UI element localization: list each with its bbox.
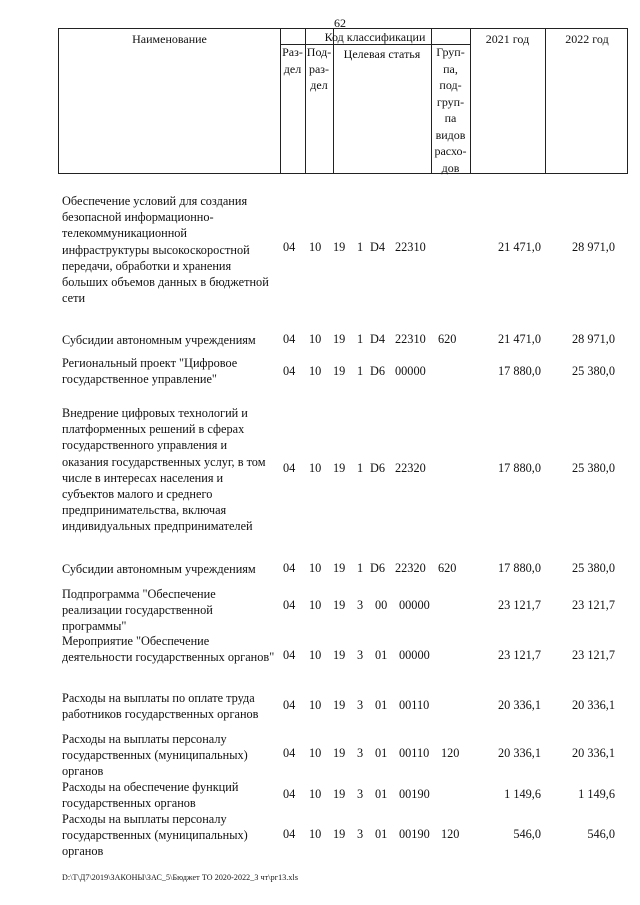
row-target-subprogram: 1 — [357, 332, 364, 346]
row-section: 04 — [283, 648, 296, 662]
row-name: Расходы на выплаты персоналу государственных (муниципальных) органов — [62, 812, 248, 859]
row-name: Подпрограмма "Обеспечение реализации государственной программы" — [62, 587, 216, 634]
row-value-2021: 17 880,0 — [497, 364, 541, 378]
row-value-2022: 23 121,7 — [571, 648, 615, 662]
row-expense-group: 620 — [438, 561, 457, 575]
row-target-program: 19 — [333, 364, 346, 378]
header-year-2022: 2022 год — [565, 32, 609, 46]
page-number: 62 — [334, 16, 346, 30]
row-section: 04 — [283, 561, 296, 575]
row-name: Обеспечение условий для создания безопасной информационно-телекоммуникационной инфраструктуры высокоскоростной передачи, обработки и хранения больших объемов данных в бюджетной сети — [62, 194, 269, 306]
row-value-2021: 20 336,1 — [497, 698, 541, 712]
row-subsection: 10 — [309, 827, 322, 841]
row-subsection: 10 — [309, 598, 322, 612]
row-value-2022: 1 149,6 — [578, 787, 615, 801]
row-target-subprogram: 1 — [357, 240, 364, 254]
row-name: Мероприятие "Обеспечение деятельности государственных органов" — [62, 634, 275, 665]
header-name: Наименование — [132, 32, 207, 46]
row-value-2021: 1 149,6 — [504, 787, 541, 801]
row-target-event: 01 — [375, 648, 388, 662]
row-name: Региональный проект "Цифровое государственное управление" — [62, 356, 238, 387]
row-value-2022: 20 336,1 — [571, 746, 615, 760]
header-target-item: Целевая статья — [343, 47, 421, 61]
row-name: Расходы на выплаты по оплате труда работников государственных органов — [62, 691, 259, 722]
row-name: Расходы на обеспечение функций государственных органов — [62, 780, 239, 811]
row-target-program: 19 — [333, 787, 346, 801]
row-target-event: D6 — [370, 461, 386, 475]
row-subsection: 10 — [309, 648, 322, 662]
row-section: 04 — [283, 364, 296, 378]
row-value-2021: 20 336,1 — [497, 746, 541, 760]
row-target-program: 19 — [333, 461, 346, 475]
row-value-2022: 546,0 — [587, 827, 615, 841]
row-target-subprogram: 1 — [357, 561, 364, 575]
row-target-event: D4 — [370, 332, 386, 346]
row-target-event: 01 — [375, 746, 388, 760]
row-target-direction: 00110 — [399, 746, 430, 760]
row-value-2021: 17 880,0 — [497, 461, 541, 475]
row-target-subprogram: 3 — [357, 746, 364, 760]
row-value-2022: 25 380,0 — [571, 461, 615, 475]
row-target-program: 19 — [333, 746, 346, 760]
row-section: 04 — [283, 746, 296, 760]
row-target-subprogram: 3 — [357, 787, 364, 801]
row-subsection: 10 — [309, 698, 322, 712]
row-target-direction: 22310 — [395, 332, 426, 346]
row-target-program: 19 — [333, 698, 346, 712]
row-name: Расходы на выплаты персоналу государственных (муниципальных) органов — [62, 732, 248, 779]
row-target-event: D6 — [370, 364, 386, 378]
header-year-2021: 2021 год — [485, 32, 530, 46]
row-value-2022: 25 380,0 — [571, 561, 615, 575]
row-subsection: 10 — [309, 461, 322, 475]
row-value-2021: 21 471,0 — [497, 240, 541, 254]
row-target-event: D6 — [370, 561, 386, 575]
row-target-direction: 00190 — [399, 827, 430, 841]
row-target-subprogram: 3 — [357, 827, 364, 841]
row-target-event: 01 — [375, 698, 388, 712]
row-target-direction: 22320 — [395, 461, 426, 475]
row-expense-group: 120 — [441, 746, 460, 760]
row-name: Субсидии автономным учреждениям — [62, 562, 256, 576]
row-target-direction: 00190 — [399, 787, 430, 801]
row-target-program: 19 — [333, 648, 346, 662]
row-subsection: 10 — [309, 561, 322, 575]
row-section: 04 — [283, 787, 296, 801]
row-target-program: 19 — [333, 561, 346, 575]
row-value-2021: 21 471,0 — [497, 332, 541, 346]
row-subsection: 10 — [309, 332, 322, 346]
header-subsection: Под- раз- дел — [306, 45, 332, 92]
row-name: Внедрение цифровых технологий и платформенных решений в сферах государственного управления и оказания государственных услуг, в том числе в интересах населения и субъектов малого и среднего предпринимательства, включая индивидуальных предпринимателей — [62, 406, 266, 534]
row-subsection: 10 — [309, 364, 322, 378]
row-target-event: D4 — [370, 240, 386, 254]
header-section: Раз- дел — [282, 45, 303, 76]
row-target-event: 00 — [375, 598, 388, 612]
row-value-2021: 546,0 — [513, 827, 541, 841]
row-value-2022: 23 121,7 — [571, 598, 615, 612]
header-classification-code: Код классификации — [324, 30, 426, 44]
row-target-direction: 00000 — [399, 598, 430, 612]
row-target-event: 01 — [375, 787, 388, 801]
row-target-program: 19 — [333, 240, 346, 254]
row-target-program: 19 — [333, 332, 346, 346]
row-target-event: 01 — [375, 827, 388, 841]
row-value-2022: 28 971,0 — [571, 332, 615, 346]
row-value-2022: 28 971,0 — [571, 240, 615, 254]
file-path-footer: D:\Т\Д7\2019\ЗАКОНЫ\ЗАС_5\Бюджет ТО 2020-2022_3 чт\рг13.xls — [62, 873, 299, 882]
row-target-subprogram: 3 — [357, 698, 364, 712]
header-expense-group: Груп- па, под- груп- па видов расхо- дов — [434, 45, 467, 175]
header-divider — [545, 29, 546, 173]
row-section: 04 — [283, 827, 296, 841]
row-name: Субсидии автономным учреждениям — [62, 333, 256, 347]
row-target-program: 19 — [333, 827, 346, 841]
header-divider — [470, 29, 471, 173]
row-section: 04 — [283, 332, 296, 346]
row-value-2021: 17 880,0 — [497, 561, 541, 575]
row-value-2022: 20 336,1 — [571, 698, 615, 712]
row-subsection: 10 — [309, 240, 322, 254]
row-target-program: 19 — [333, 598, 346, 612]
row-target-subprogram: 1 — [357, 461, 364, 475]
table-header — [58, 28, 628, 174]
row-section: 04 — [283, 598, 296, 612]
row-expense-group: 620 — [438, 332, 457, 346]
row-target-subprogram: 3 — [357, 598, 364, 612]
row-value-2021: 23 121,7 — [497, 648, 541, 662]
row-subsection: 10 — [309, 787, 322, 801]
row-target-subprogram: 3 — [357, 648, 364, 662]
row-section: 04 — [283, 698, 296, 712]
row-target-direction: 00000 — [399, 648, 430, 662]
row-target-direction: 22320 — [395, 561, 426, 575]
row-section: 04 — [283, 461, 296, 475]
row-expense-group: 120 — [441, 827, 460, 841]
row-section: 04 — [283, 240, 296, 254]
row-value-2021: 23 121,7 — [497, 598, 541, 612]
row-subsection: 10 — [309, 746, 322, 760]
row-target-direction: 22310 — [395, 240, 426, 254]
row-target-direction: 00110 — [399, 698, 430, 712]
row-target-subprogram: 1 — [357, 364, 364, 378]
row-value-2022: 25 380,0 — [571, 364, 615, 378]
row-target-direction: 00000 — [395, 364, 426, 378]
